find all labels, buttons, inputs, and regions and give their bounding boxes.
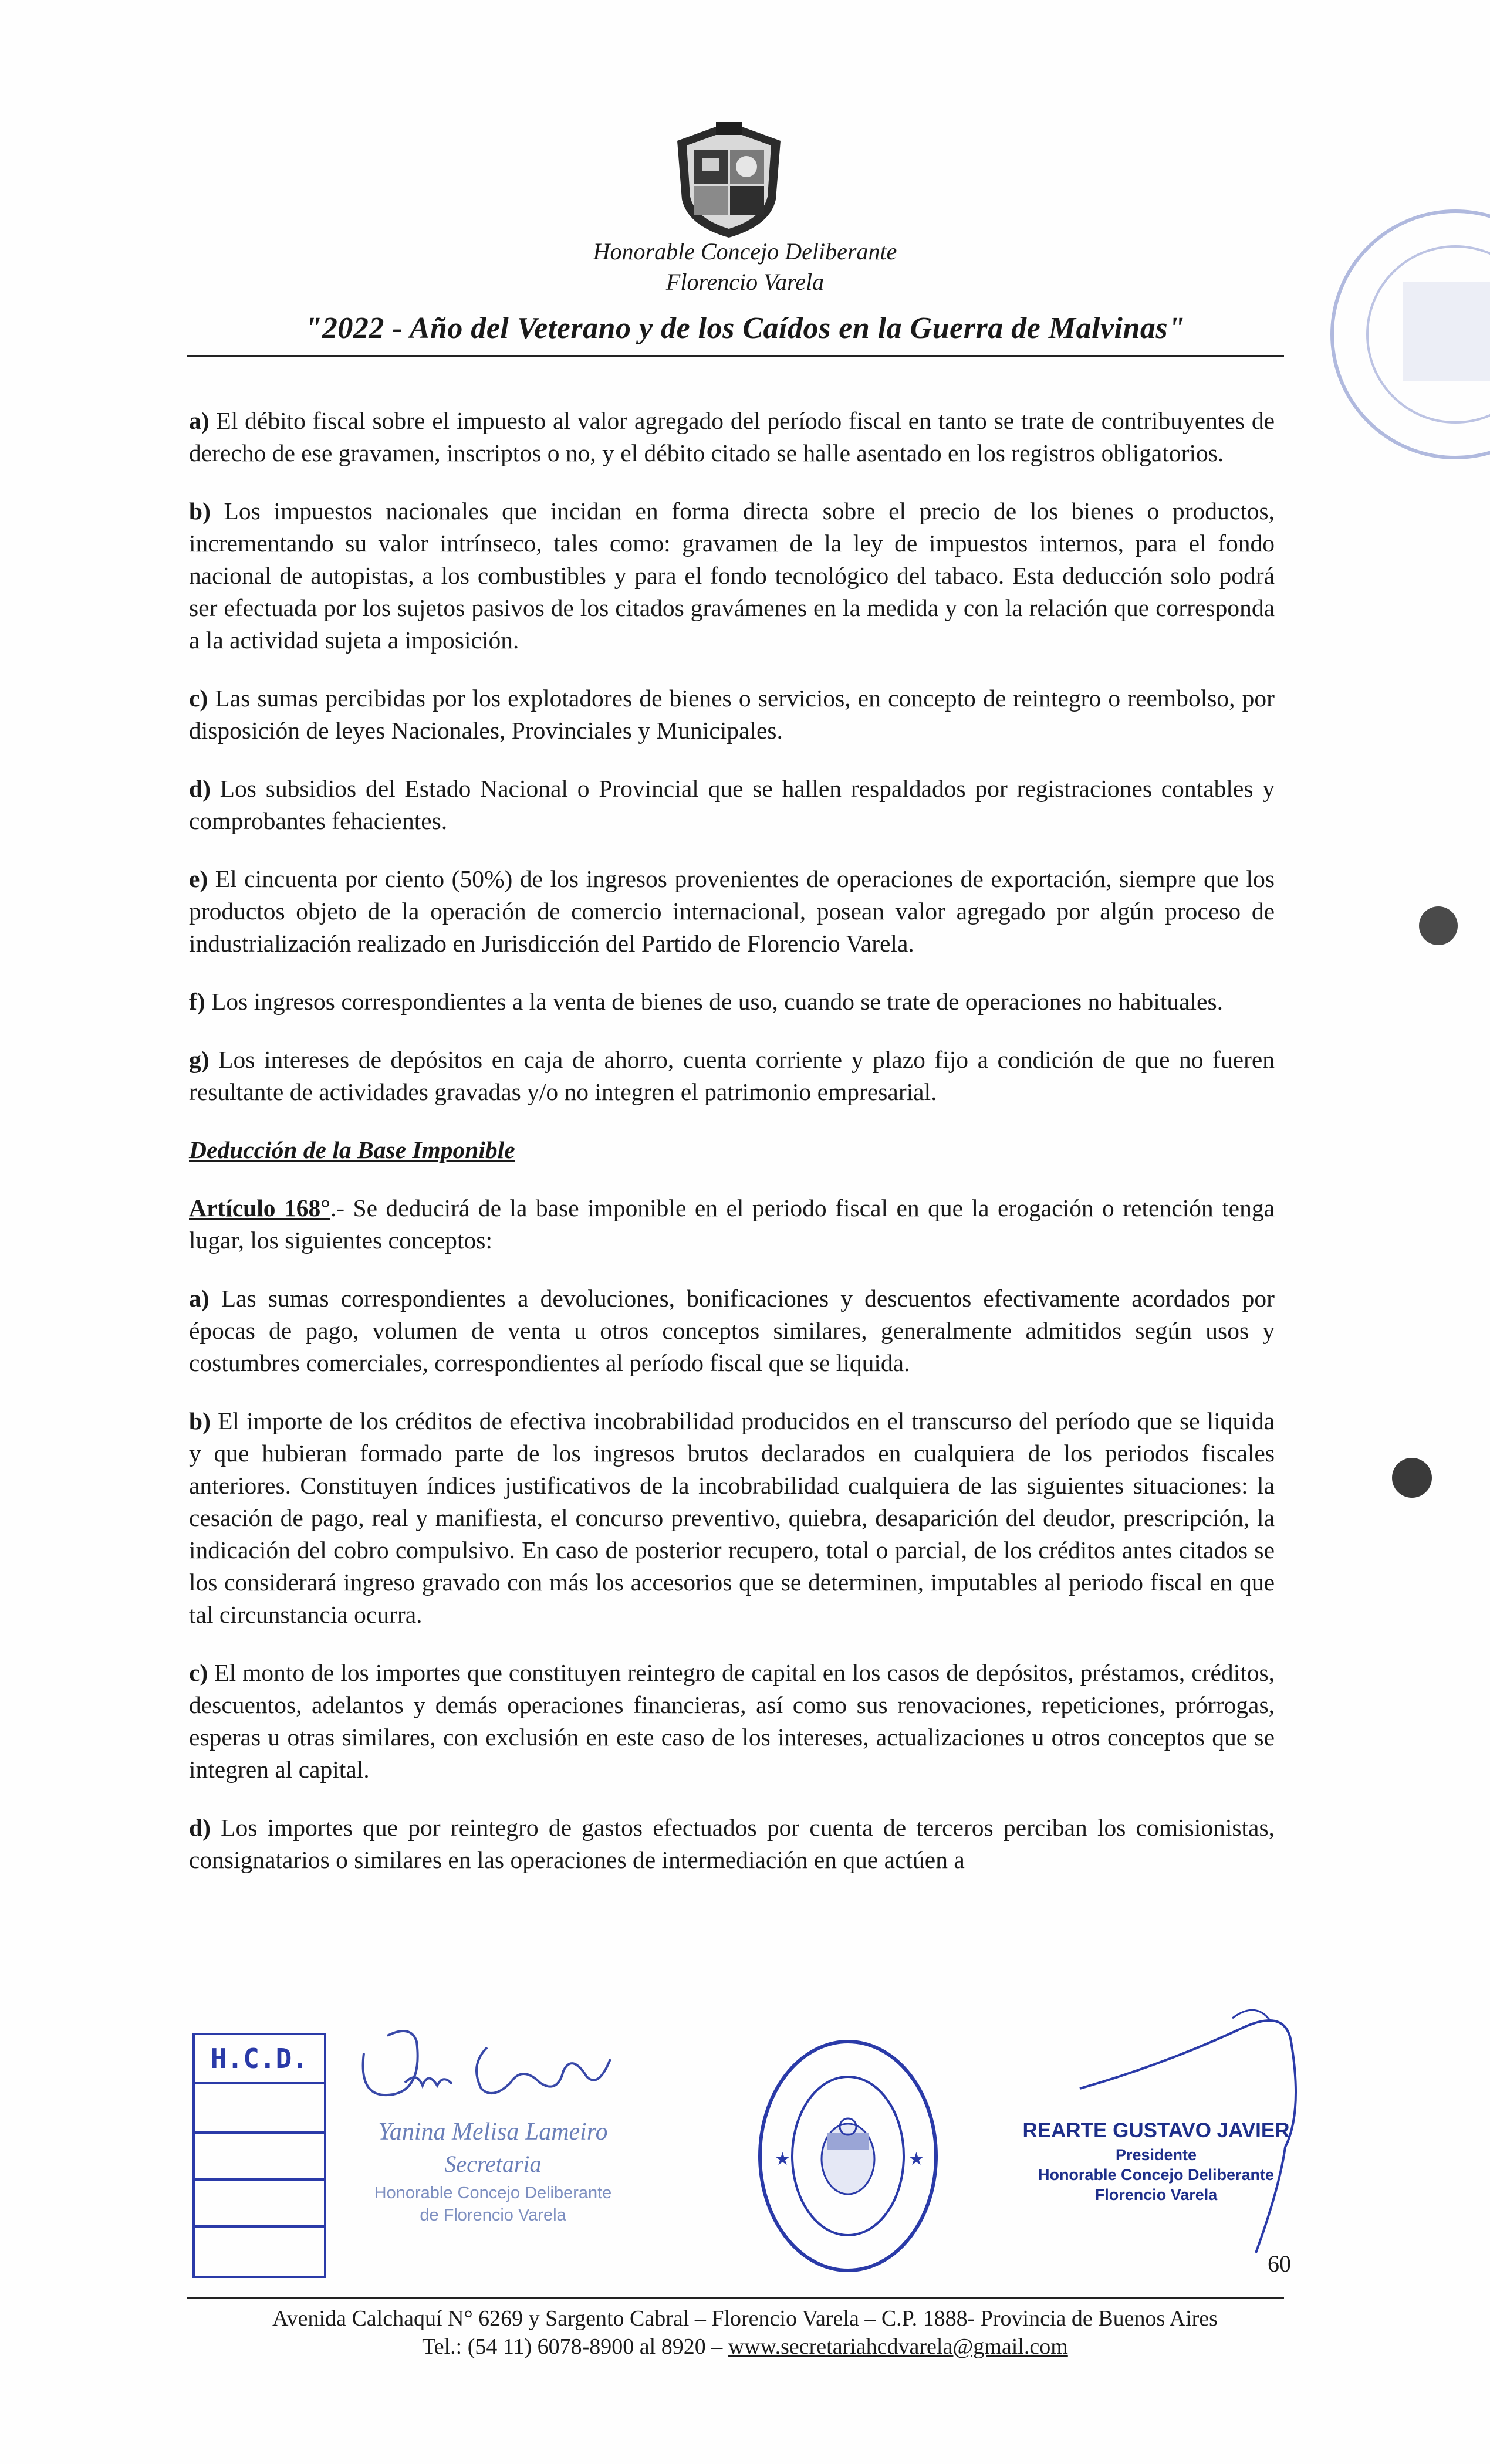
deduction-b: b) El importe de los créditos de efectiva incobrabilidad producidos en el transcurso del período que se liquida y que hubieran formado parte de los ingresos brutos declarados en cualquiera de los periodos fiscales anteriores. Constituyen índices justificativos de la incobrabilidad cualquiera de las siguientes situaciones: la cesación de pago, real y manifiesta, el concurso preventivo, quiebra, desaparición del deudor, prescripción, la indicación del cobro compulsivo. En caso de posterior recupero, total o parcial, de los créditos antes citados se los considerará ingreso gravado con más los accesorios que se determinen, imputables al periodo fiscal en que tal circunstancia ocurra. [189,1407,1275,1628]
paragraph-b: b) Los impuestos nacionales que incidan en forma directa sobre el precio de los bienes o productos, incrementando su valor intrínseco, tales como: gravamen de la ley de impuestos internos, para el fondo nacional de autopistas, a los combustibles y para el fondo tecnológico del tabaco. Esta deducción solo podrá ser efectuada por los sujetos pasivos de los citados gravámenes en la medida y con la relación que corresponda a la actividad sujeta a imposición. [189,497,1275,654]
section-title: Deducción de la Base Imponible [189,1136,515,1163]
paragraph-d: d) Los subsidios del Estado Nacional o Provincial que se hallen respaldados por registraciones contables y comprobantes fehacientes. [189,775,1275,834]
footer-address: Avenida Calchaquí N° 6269 y Sargento Cabral – Florencio Varela – C.P. 1888- Provincia de Buenos Aires [272,2306,1218,2331]
paragraph-a: a) El débito fiscal sobre el impuesto al valor agregado del período fiscal en tanto se trate de contribuyentes de derecho de ese gravamen, inscriptos o no, y el débito citado se halle asentado en los registros obligatorios. [189,407,1275,466]
header-divider [187,355,1284,357]
president-org-city: Florencio Varela [1094,2186,1218,2204]
president-org: Honorable Concejo Deliberante [1038,2166,1275,2184]
document-body [189,405,1275,1876]
deduction-c: c) El monto de los importes que constituyen reintegro de capital en los casos de depósitos, préstamos, créditos, descuentos, adelantos y demás operaciones financieras, así como sus renovaciones, repeticiones, prórrogas, esperas u otras similares, con exclusión en este caso de los intereses, actualizaciones u otros conceptos que se integren al capital. [189,1659,1275,1783]
president-role: Presidente [1115,2146,1197,2164]
hcd-stamp-title: H.C.D. [195,2035,324,2084]
header-org-city: Florencio Varela [665,269,825,295]
hcd-stamp-cell [195,2181,324,2228]
article-168: Artículo 168°.- Se deducirá de la base imponible en el periodo fiscal en que la erogación o retención tenga lugar, los siguientes conceptos: [189,1194,1275,1254]
svg-text:★: ★ [775,2150,790,2169]
footer-email[interactable]: www.secretariahcdvarela@gmail.com [728,2334,1068,2359]
paragraph-f: f) Los ingresos correspondientes a la venta de bienes de uso, cuando se trate de operaciones no habituales. [189,988,1223,1015]
hcd-stamp-box [192,2033,326,2278]
council-round-seal [751,2033,945,2279]
punch-hole [1392,1458,1432,1498]
punch-hole [1419,906,1458,945]
footer-divider [187,2297,1284,2299]
paragraph-e: e) El cincuenta por ciento (50%) de los ingresos provenientes de operaciones de exportación, siempre que los productos objeto de la operación de comercio internacional, posean valor agregado por algún proceso de industrialización realizado en Jurisdicción del Partido de Florencio Varela. [189,865,1275,957]
secretary-org-city: de Florencio Varela [420,2206,566,2225]
president-name: REARTE GUSTAVO JAVIER [1022,2119,1290,2142]
paragraph-g: g) Los intereses de depósitos en caja de ahorro, cuenta corriente y plazo fijo a condición de que no fueren resultante de actividades gravadas y/o no integren el patrimonio empresarial. [189,1046,1275,1105]
secretary-signature [352,2018,681,2112]
deduction-d: d) Los importes que por reintegro de gastos efectuados por cuenta de terceros perciban los comisionistas, consignatarios o similares en las operaciones de intermediación en que actúen a [189,1814,1275,1873]
secretary-name: Yanina Melisa Lameiro [378,2118,608,2145]
svg-text:★: ★ [908,2150,924,2169]
footer-phone: Tel.: (54 11) 6078-8900 al 8920 – [422,2334,728,2359]
footer-contact [0,2334,1490,2360]
deduction-a: a) Las sumas correspondientes a devoluciones, bonificaciones y descuentos efectivamente acordados por épocas de pago, volumen de venta u otros conceptos similares, generalmente admitidos según usos y costumbres comerciales, correspondientes al período fiscal que se liquida. [189,1285,1275,1376]
paragraph-c: c) Las sumas percibidas por los explotadores de bienes o servicios, en concepto de reintegro o reembolso, por disposición de leyes Nacionales, Provinciales y Municipales. [189,685,1275,744]
hcd-stamp-cell [195,2084,324,2134]
secretary-role: Secretaria [444,2151,542,2177]
header-org-name: Honorable Concejo Deliberante [593,238,897,265]
page-number: 60 [1268,2250,1291,2277]
council-crest-logo [670,117,788,241]
hcd-stamp-cell [195,2134,324,2181]
secretary-org: Honorable Concejo Deliberante [374,2184,612,2202]
header-motto: "2022 - Año del Veterano y de los Caídos en la Guerra de Malvinas" [305,312,1185,345]
article-label: Artículo 168° [189,1194,330,1221]
edge-council-seal [1320,199,1490,469]
